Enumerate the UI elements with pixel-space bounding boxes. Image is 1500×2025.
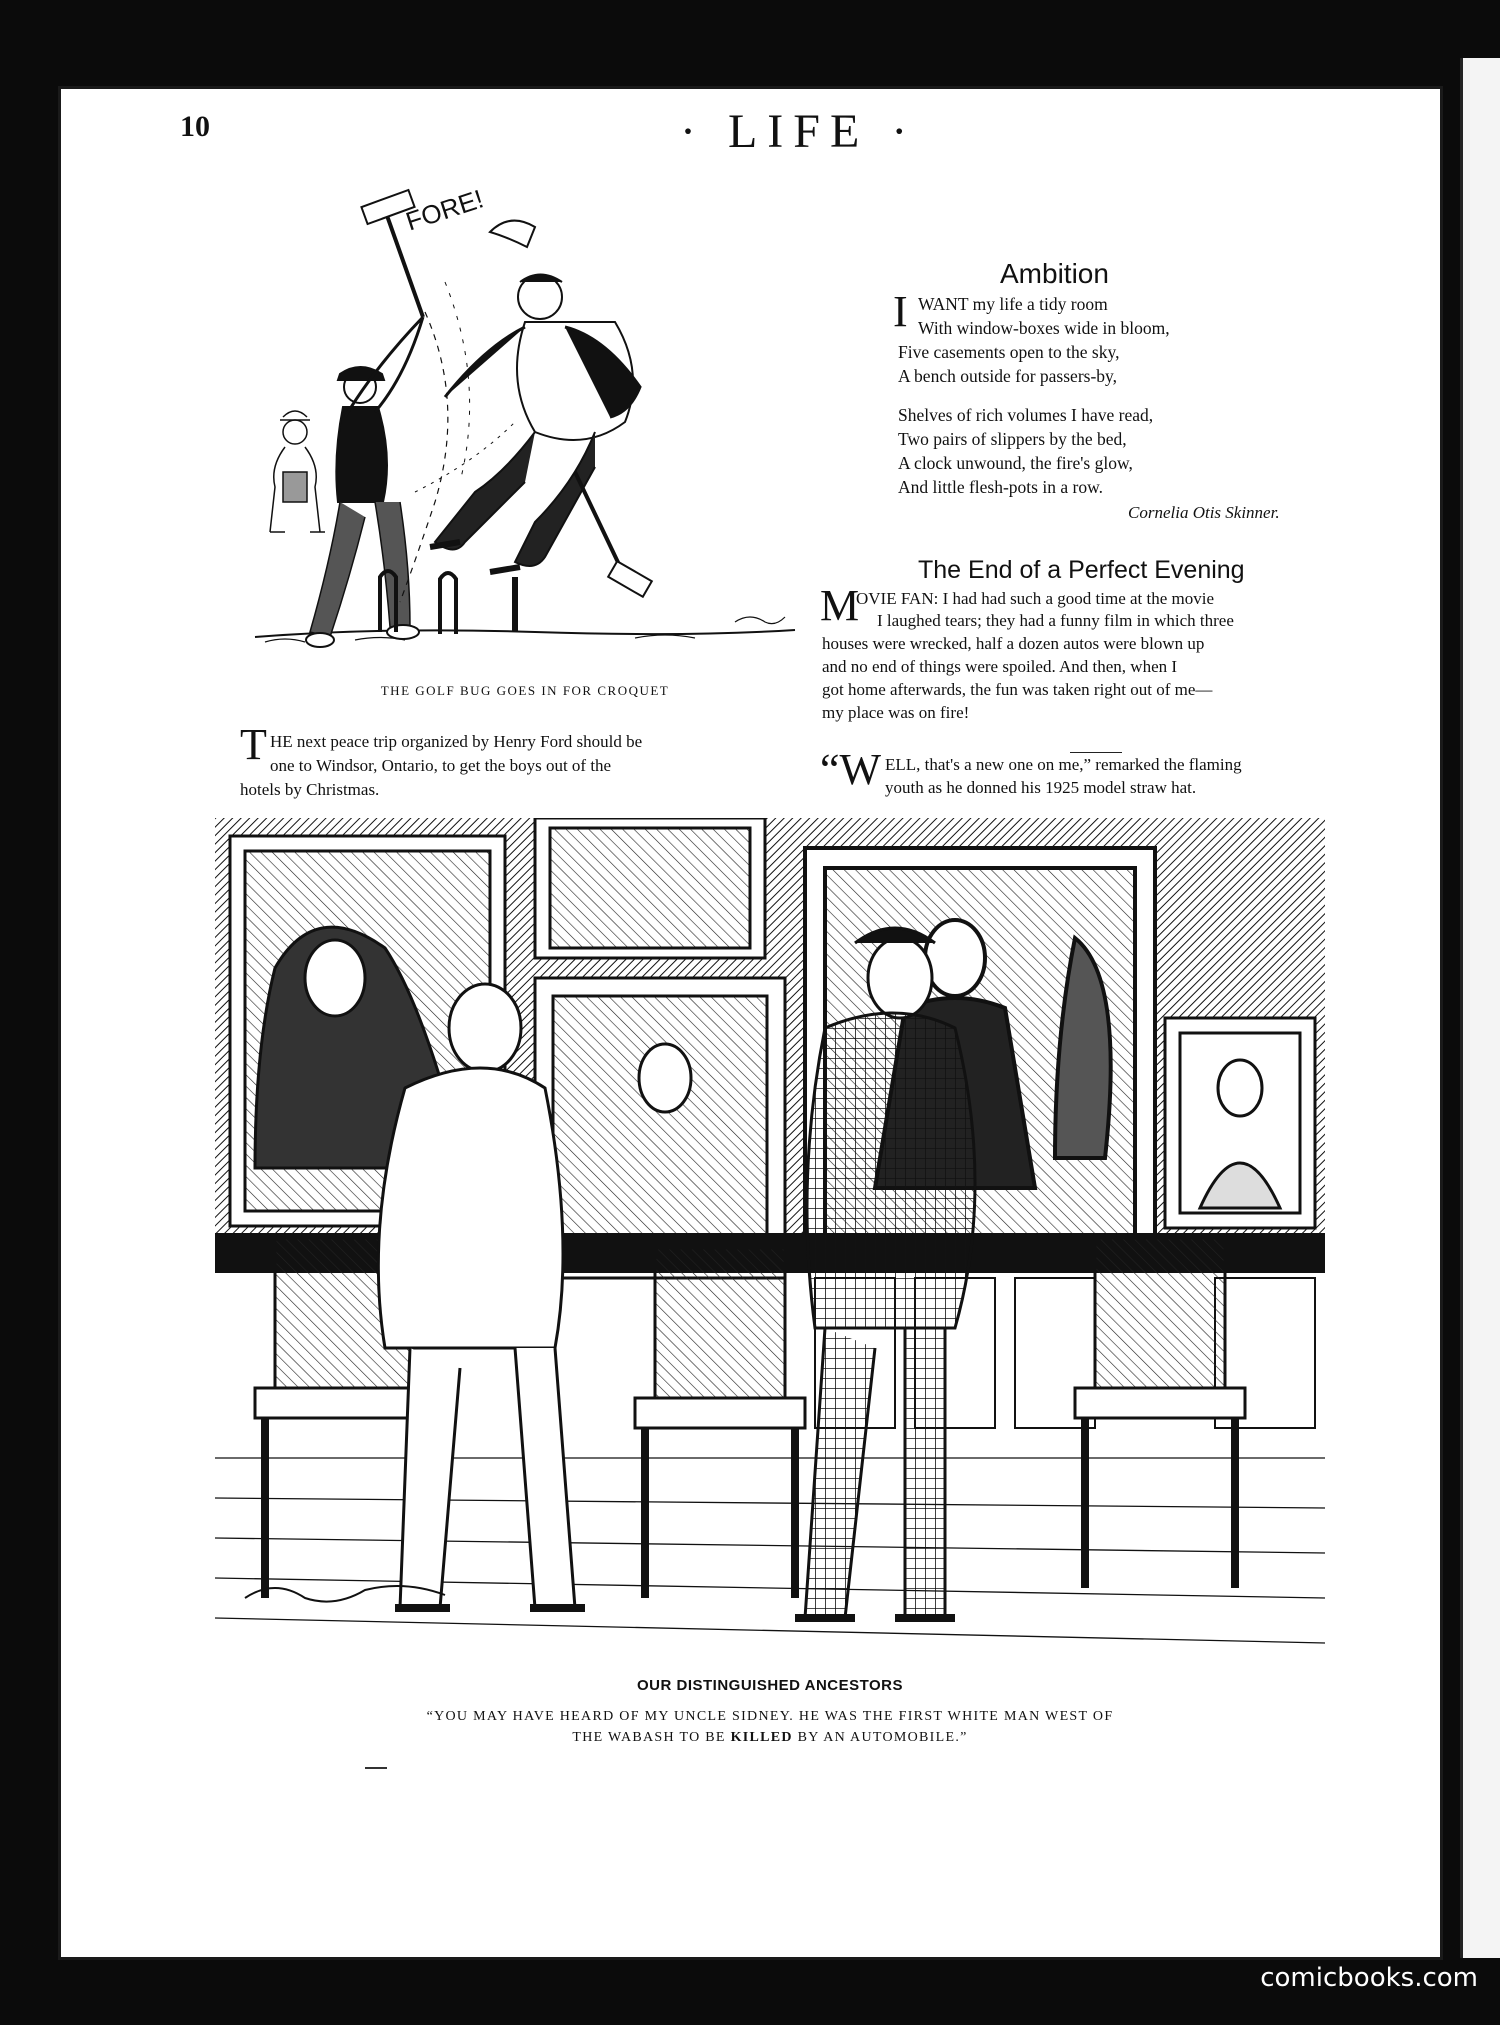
- poem-line: WANT my life a tidy room: [918, 294, 1108, 314]
- flaming-youth-dropcap: “W: [820, 745, 882, 794]
- man-struck-by-ball: [430, 221, 640, 572]
- wooden-floor: [215, 1458, 1325, 1643]
- gallery-illustration: [215, 818, 1325, 1661]
- prose-line: youth as he donned his 1925 model straw hat.: [885, 778, 1197, 797]
- chair-right: [1075, 1238, 1245, 1588]
- prose-line: ELL, that's a new one on me,” remarked the flaming: [885, 755, 1242, 774]
- evening-title: The End of a Perfect Evening: [918, 556, 1245, 584]
- golfer-swinging-mallet: [306, 190, 423, 647]
- evening-dropcap: M: [820, 581, 860, 630]
- stray-mark: [365, 1767, 387, 1769]
- peace-trip-dropcap: T: [240, 720, 267, 769]
- gallery-illustration-drawing: [215, 818, 1325, 1661]
- prose-line: OVIE FAN: I had had such a good time at the movie: [856, 589, 1215, 608]
- background-golfer: [270, 411, 325, 532]
- fore-exclamation: FORE!: [402, 183, 487, 237]
- prose-line: hotels by Christmas.: [240, 780, 380, 799]
- croquet-cartoon: [235, 162, 815, 702]
- ground-line: [255, 630, 795, 637]
- gallery-caption-line: THE WABASH TO BE KILLED BY AN AUTOMOBILE.”: [572, 1730, 968, 1745]
- poem-line: Five casements open to the sky,: [898, 342, 1120, 362]
- ambition-title: Ambition: [1000, 258, 1109, 289]
- masthead: · LIFE ·: [680, 105, 918, 158]
- prose-line: got home afterwards, the fun was taken right out of me—: [822, 680, 1213, 699]
- prose-line: one to Windsor, Ontario, to get the boys out of the: [270, 756, 612, 775]
- poem-line: Shelves of rich volumes I have read,: [898, 405, 1154, 425]
- watermark: comicbooks.com: [1260, 1963, 1478, 1993]
- section-divider: [1070, 752, 1122, 753]
- gallery-cartoon-title: OUR DISTINGUISHED ANCESTORS: [636, 1677, 904, 1694]
- prose-line: HE next peace trip organized by Henry Ford should be: [270, 732, 643, 751]
- prose-line: houses were wrecked, half a dozen autos were blown up: [822, 634, 1205, 653]
- artist-signature: [735, 617, 785, 624]
- poem-line: Two pairs of slippers by the bed,: [898, 429, 1127, 449]
- poem-line: With window-boxes wide in bloom,: [918, 318, 1170, 338]
- ambition-attribution: Cornelia Otis Skinner.: [1128, 503, 1280, 522]
- page-number: 10: [180, 110, 210, 143]
- poem-line: And little flesh-pots in a row.: [898, 477, 1103, 497]
- portrait-woman-right: [1165, 1018, 1315, 1228]
- poem-line: A bench outside for passers-by,: [898, 366, 1118, 386]
- portrait-upper-frame: [535, 818, 765, 958]
- prose-line: my place was on fire!: [822, 703, 970, 722]
- poem-line: A clock unwound, the fire's glow,: [898, 453, 1133, 473]
- prose-line: and no end of things were spoiled. And then, when I: [822, 657, 1178, 676]
- prose-line: I laughed tears; they had a funny film in which three: [877, 611, 1234, 630]
- croquet-caption: THE GOLF BUG GOES IN FOR CROQUET: [380, 683, 670, 698]
- next-page-edge: [1460, 58, 1500, 1958]
- croquet-cartoon-drawing: [235, 162, 815, 702]
- ambition-dropcap: I: [893, 287, 908, 336]
- wicket-2: [440, 573, 456, 634]
- gallery-caption-line: “YOU MAY HAVE HEARD OF MY UNCLE SIDNEY. HE WAS THE FIRST WHITE MAN WEST OF: [426, 1709, 1114, 1724]
